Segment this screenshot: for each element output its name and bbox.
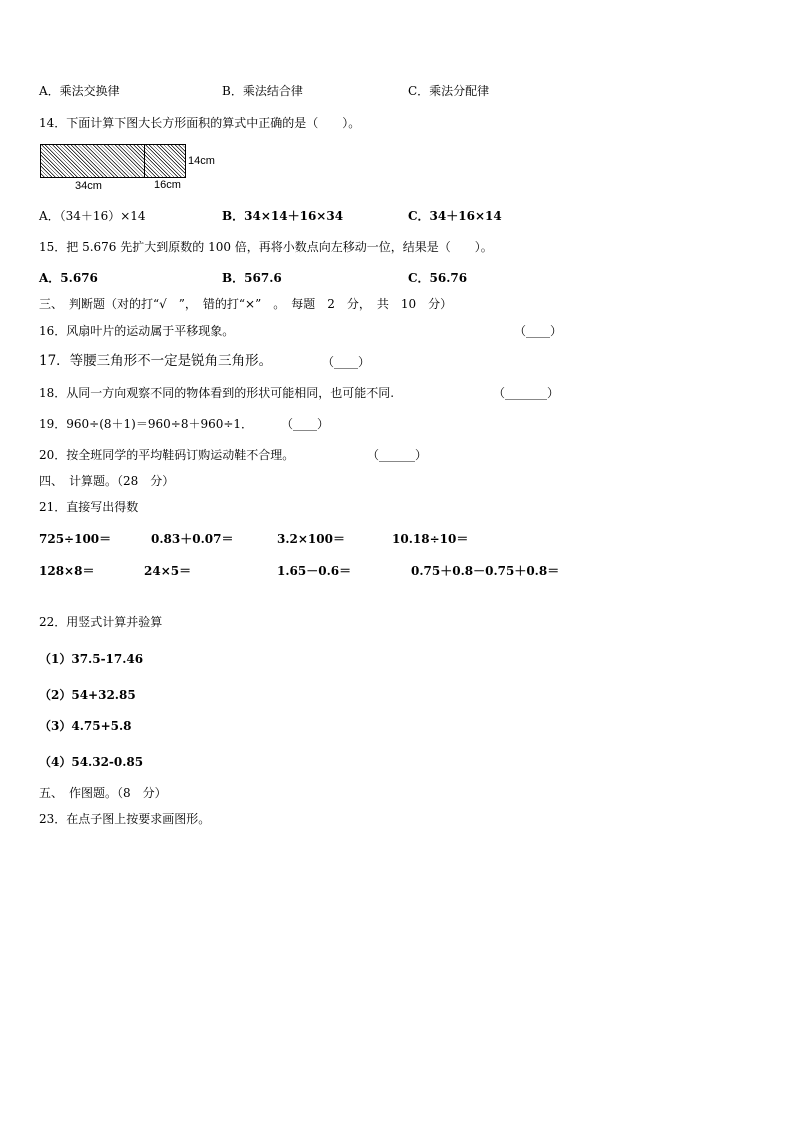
q19-text: 19．960÷(8＋1)＝960÷8＋960÷1． bbox=[39, 417, 254, 431]
q17-text: 17．等腰三角形不一定是锐角三角形。 bbox=[39, 353, 273, 369]
rectangle-right-part bbox=[145, 144, 186, 178]
q22-item: （3）4.75+5.8 bbox=[39, 719, 132, 733]
section-5-heading: 五、 作图题。（8 分） bbox=[39, 786, 167, 800]
q21-item: 10.18÷10＝ bbox=[392, 532, 469, 546]
q22-item: （2）54+32.85 bbox=[39, 688, 136, 702]
q17-answer-blank: （____） bbox=[322, 355, 371, 369]
q14-option-b: B．34×14＋16×34 bbox=[222, 209, 344, 223]
q14-stem: 14．下面计算下图大长方形面积的算式中正确的是（ ）。 bbox=[39, 116, 361, 130]
q13-option-a: A．乘法交换律 bbox=[39, 84, 120, 98]
q15-option-b: B．567.6 bbox=[222, 271, 282, 285]
q21-stem: 21．直接写出得数 bbox=[39, 500, 139, 514]
q15-option-c: C．56.76 bbox=[408, 271, 468, 285]
section-4-heading: 四、 计算题。（28 分） bbox=[39, 474, 175, 488]
q23-stem: 23．在点子图上按要求画图形。 bbox=[39, 812, 211, 826]
rectangle-figure bbox=[39, 143, 215, 195]
q22-item: （4）54.32-0.85 bbox=[39, 755, 144, 769]
right-width-label: 16cm bbox=[154, 179, 181, 191]
q21-item: 0.83＋0.07＝ bbox=[151, 532, 234, 546]
q21-item: 0.75＋0.8－0.75＋0.8＝ bbox=[411, 564, 560, 578]
q20-answer-blank: （______） bbox=[367, 448, 428, 462]
left-width-label: 34cm bbox=[75, 180, 102, 192]
q18-text: 18．从同一方向观察不同的物体看到的形状可能相同，也可能不同. bbox=[39, 386, 395, 400]
q22-item: （1）37.5-17.46 bbox=[39, 652, 144, 666]
q20-text: 20．按全班同学的平均鞋码订购运动鞋不合理。 bbox=[39, 448, 295, 462]
q14-option-c: C．34＋16×14 bbox=[408, 209, 502, 223]
q21-item: 725÷100＝ bbox=[39, 532, 112, 546]
q16-answer-blank: （____） bbox=[514, 324, 563, 338]
q13-option-c: C．乘法分配律 bbox=[408, 84, 490, 98]
rectangle-left-part bbox=[40, 144, 145, 178]
height-label: 14cm bbox=[188, 155, 215, 167]
q19-answer-blank: （____） bbox=[281, 417, 330, 431]
q18-answer-blank: （_______） bbox=[493, 386, 560, 400]
q13-option-b: B．乘法结合律 bbox=[222, 84, 303, 98]
q22-stem: 22．用竖式计算并验算 bbox=[39, 615, 163, 629]
section-3-heading: 三、 判断题（对的打“√ ”， 错的打“×” 。 每题 2 分， 共 10 分） bbox=[39, 297, 453, 311]
q14-option-a: A．（34＋16）×14 bbox=[39, 209, 146, 223]
q16-text: 16．风扇叶片的运动属于平移现象。 bbox=[39, 324, 235, 338]
q21-item: 128×8＝ bbox=[39, 564, 95, 578]
q21-item: 24×5＝ bbox=[144, 564, 192, 578]
q21-item: 3.2×100＝ bbox=[277, 532, 345, 546]
q15-stem: 15．把 5.676 先扩大到原数的 100 倍，再将小数点向左移动一位，结果是（ ）。 bbox=[39, 240, 493, 254]
q15-option-a: A．5.676 bbox=[39, 271, 98, 285]
q21-item: 1.65－0.6＝ bbox=[277, 564, 352, 578]
